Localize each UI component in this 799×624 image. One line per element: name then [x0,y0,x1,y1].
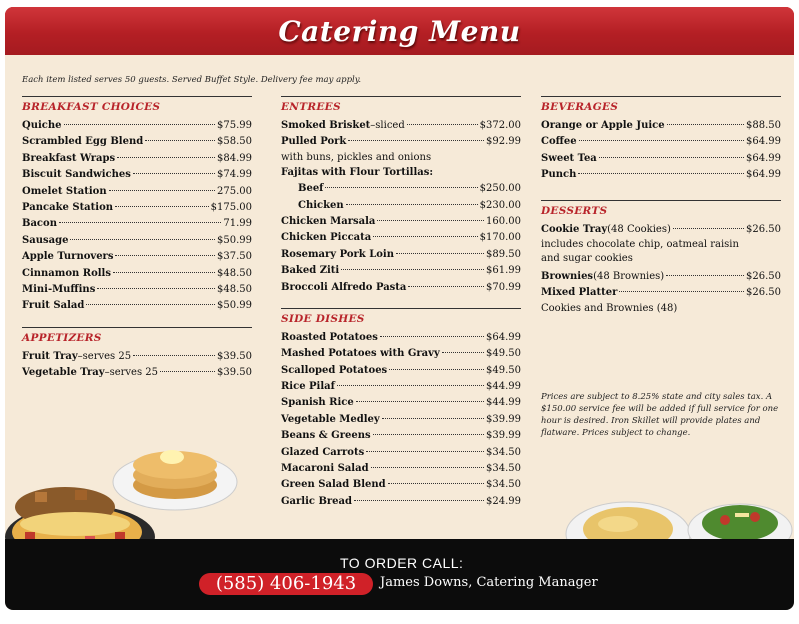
menu-item [281,412,521,428]
dot-leader [109,190,215,191]
dot-leader [64,124,215,125]
item-name: Green Salad Blend [281,479,386,491]
menu-item [281,363,521,379]
item-name: Cinnamon Rolls [22,267,111,279]
item-price: $39.99 [486,413,521,425]
menu-item [22,167,252,183]
item-name: Biscuit Sandwiches [22,169,131,181]
dot-leader [133,355,215,356]
menu-item [281,346,521,362]
dot-leader [442,352,484,353]
column-right [541,96,781,316]
menu-item [281,134,521,150]
dot-leader [341,269,484,270]
dot-leader [382,418,484,419]
fajitas-heading: Fajitas with Flour Tortillas: [281,166,434,178]
menu-item [22,184,252,200]
section-heading-desserts: DESSERTS [541,204,608,217]
item-name: Fruit Salad [22,300,85,312]
item-price: $49.50 [486,364,521,376]
platter-note: Cookies and Brownies (48) [541,302,678,314]
item-qualifier: –sliced [370,120,405,131]
order-label: TO ORDER CALL: [340,555,464,571]
menu-item [22,134,252,150]
item-price: $250.00 [479,183,521,195]
menu-item [22,266,252,282]
dot-leader [579,140,744,141]
dot-leader [578,173,744,174]
dot-leader [97,288,215,289]
manager-name: James Downs, Catering Manager [380,575,598,590]
item-price: $44.99 [486,381,521,393]
section-heading-breakfast: BREAKFAST CHOICES [22,101,161,113]
item-name: Punch [541,169,577,181]
item-name: Chicken [298,199,344,211]
menu-item [281,280,521,296]
menu-item: Mixed Platter $26.50 [541,287,781,299]
item-name: Rice Pilaf [281,381,335,393]
item-name: Coffee [541,136,577,148]
item-price: $92.99 [486,136,521,148]
item-name: Beef [298,183,324,195]
item-name: Chicken Piccata [281,232,372,244]
item-price: $39.99 [486,430,521,442]
item-name: Broccoli Alfredo Pasta [281,281,407,293]
dot-leader [396,253,484,254]
menu-item [281,395,521,411]
dot-leader [388,483,484,484]
menu-item: Cookie Tray (48 Cookies) $26.50 [541,223,781,235]
section-heading-entrees: ENTREES [281,101,341,113]
dot-leader [117,157,215,158]
dot-leader [325,187,477,188]
dot-leader [373,236,477,237]
menu-item [22,151,252,167]
dot-leader [354,500,484,501]
item-name: Roasted Potatoes [281,331,378,343]
item-price: $48.50 [217,283,252,295]
menu-item [22,365,252,381]
item-name: Baked Ziti [281,265,340,277]
entrees-list-2 [281,214,521,296]
dot-leader [113,272,215,273]
item-price: $39.50 [217,367,252,379]
item-price: $50.99 [217,234,252,246]
dot-leader [59,222,221,223]
beverages-list [541,118,781,184]
item-price: $75.99 [217,120,252,131]
item-price: 275.00 [217,185,252,197]
menu-item [281,477,521,493]
item-price: $170.00 [479,232,521,244]
dot-leader [115,206,209,207]
item-price: $24.99 [486,495,521,507]
menu-item [281,214,521,230]
menu-page [5,7,794,610]
dot-leader [599,157,744,158]
item-price: $37.50 [217,251,252,263]
item-price: $50.99 [217,300,252,312]
item-price: $39.50 [217,350,252,362]
phone-number-badge[interactable]: (585) 406-1943 [199,573,373,595]
item-price: $64.99 [746,169,781,181]
item-price: $74.99 [217,169,252,181]
dot-leader [356,401,484,402]
item-price: $34.50 [486,463,521,475]
dot-leader [133,173,215,174]
item-price: $230.00 [479,199,521,211]
menu-item [281,247,521,263]
item-name: Vegetable Tray [22,367,105,379]
column-left [22,96,252,381]
menu-item [541,167,781,183]
page-title: Catering Menu [278,15,521,48]
menu-item [541,151,781,167]
item-name: Rosemary Pork Loin [281,248,394,260]
dot-leader [160,371,215,372]
menu-item [22,249,252,265]
item-name: Chicken Marsala [281,215,376,227]
dot-leader [115,255,215,256]
item-price: $48.50 [217,267,252,279]
item-name: Garlic Bread [281,495,353,507]
item-name: Mashed Potatoes with Gravy [281,348,440,360]
cookie-note: and sugar cookies [541,252,633,264]
dot-leader [371,467,484,468]
dot-leader [366,451,484,452]
dot-leader [407,124,478,125]
item-price: 160.00 [486,215,521,227]
tax-note: Prices are subject to 8.25% state and city sales tax. A $150.00 service fee will be added if full service for one hour is desired. Iron Skillet will provide plates and flatware. Prices subject to change. [541,392,779,438]
item-name: Sausage [22,234,69,246]
dot-leader [373,434,484,435]
dot-leader [337,385,484,386]
menu-item [22,233,252,249]
menu-item [541,134,781,150]
header-banner [5,7,794,55]
menu-item [541,118,781,134]
menu-item [22,216,252,232]
section-heading-appetizers: APPETIZERS [22,331,102,344]
item-price: $84.99 [217,152,252,164]
item-name: Bacon [22,218,57,230]
item-price: $34.50 [486,479,521,491]
dot-leader [408,286,484,287]
item-name: Mini-Muffins [22,283,96,295]
item-price: $89.50 [486,248,521,260]
item-price: $58.50 [217,136,252,148]
item-name: Quiche [22,120,62,131]
item-name: Beans & Greens [281,430,371,442]
menu-item [281,118,521,134]
dot-leader [667,124,744,125]
item-price: $64.99 [746,136,781,148]
item-price: 71.99 [223,218,252,230]
dot-leader [348,140,484,141]
menu-item [281,263,521,279]
item-name: Scalloped Potatoes [281,364,388,376]
menu-item [281,330,521,346]
section-heading-beverages: BEVERAGES [541,101,619,113]
item-qualifier: –serves 25 [104,367,159,379]
menu-item [281,445,521,461]
pancakes-image [110,437,250,517]
pulled-pork-note: with buns, pickles and onions [281,151,432,163]
item-price: $34.50 [486,446,521,458]
item-price: $175.00 [210,201,252,213]
item-name: Fruit Tray [22,350,78,362]
menu-item [22,282,252,298]
dot-leader [86,304,215,305]
item-price: $372.00 [479,120,521,131]
dot-leader [346,204,478,205]
menu-item [298,181,521,197]
menu-item [281,428,521,444]
sides-list [281,330,521,510]
item-name: Omelet Station [22,185,107,197]
menu-item [281,230,521,246]
item-name: Scrambled Egg Blend [22,136,144,148]
item-price: $70.99 [486,281,521,293]
item-name: Macaroni Salad [281,463,369,475]
item-price: $44.99 [486,397,521,409]
item-name: Apple Turnovers [22,251,114,263]
dot-leader [70,239,215,240]
dot-leader [377,220,484,221]
item-name: Sweet Tea [541,152,597,164]
item-price: $61.99 [486,265,521,277]
menu-item [281,379,521,395]
dot-leader [145,140,215,141]
menu-item [22,298,252,314]
item-name: Pulled Pork [281,136,347,148]
item-price: $88.50 [746,120,781,131]
intro-text: Each item listed serves 50 guests. Served Buffet Style. Delivery fee may apply. [22,75,362,85]
item-name: Orange or Apple Juice [541,120,665,131]
menu-item [298,198,521,214]
menu-item [281,461,521,477]
menu-item [22,349,252,365]
dot-leader [380,336,484,337]
item-price: $64.99 [486,331,521,343]
item-price: $64.99 [746,152,781,164]
menu-item [22,118,252,134]
menu-item: Brownies (48 Brownies) $26.50 [541,270,781,282]
dot-leader [389,369,484,370]
appetizers-list [22,349,252,382]
menu-item [22,200,252,216]
item-qualifier: –serves 25 [77,350,132,362]
entrees-list [281,118,521,151]
column-middle [281,96,521,510]
item-name: Breakfast Wraps [22,152,116,164]
cookie-note: includes chocolate chip, oatmeal raisin [541,238,739,250]
item-name: Glazed Carrots [281,446,365,458]
item-price: $49.50 [486,348,521,360]
item-name: Smoked Brisket [281,120,371,131]
item-name: Vegetable Medley [281,413,380,425]
menu-item [281,494,521,510]
section-heading-sides: SIDE DISHES [281,312,365,325]
item-name: Pancake Station [22,201,114,213]
fajitas-list [281,181,521,214]
item-name: Spanish Rice [281,397,354,409]
breakfast-list [22,118,252,315]
